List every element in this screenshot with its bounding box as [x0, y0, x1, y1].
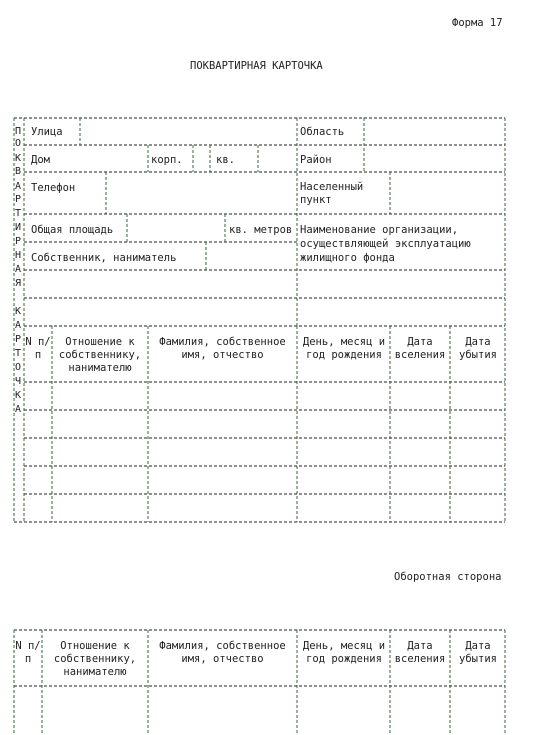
- vertical-letter: Т: [15, 348, 22, 359]
- vertical-letter: О: [15, 138, 22, 149]
- locality-label: Населенный пункт: [300, 181, 364, 206]
- header-fio: Фамилия, собственное имя, отчество: [159, 336, 286, 361]
- street-label: Улица: [31, 126, 63, 138]
- vertical-letter: А: [15, 320, 22, 331]
- owner-label: Собственник, наниматель: [31, 252, 177, 264]
- sq-meters-label: кв. метров: [229, 224, 293, 236]
- header-moved-out: Дата убытия: [459, 336, 497, 361]
- apartment-label: кв.: [216, 154, 235, 166]
- district-label: Район: [300, 154, 332, 166]
- header-relation-2: Отношение к собственнику, нанимателю: [53, 640, 137, 678]
- reverse-side-label: Оборотная сторона: [394, 571, 502, 583]
- page-title: ПОКВАРТИРНАЯ КАРТОЧКА: [190, 60, 323, 72]
- header-birth-2: День, месяц и год рождения: [302, 640, 386, 665]
- vertical-letter: Р: [15, 334, 22, 345]
- vertical-letter: О: [15, 362, 22, 373]
- vertical-letter: Р: [15, 236, 22, 247]
- vertical-letter: Ч: [15, 376, 22, 387]
- org-label: Наименование организации, осуществляющей эксплуатацию жилищного фонда: [300, 224, 471, 264]
- vertical-letter: А: [15, 181, 22, 192]
- vertical-letter: Р: [15, 194, 22, 205]
- header-moved-in-2: Дата вселения: [394, 640, 446, 665]
- header-relation: Отношение к собственнику, нанимателю: [58, 336, 142, 374]
- header-moved-in: Дата вселения: [394, 336, 446, 361]
- header-birth: День, месяц и год рождения: [302, 336, 386, 361]
- region-label: Область: [300, 126, 345, 138]
- header-num: N п/п: [25, 336, 51, 361]
- header-fio-2: Фамилия, собственное имя, отчество: [159, 640, 286, 665]
- vertical-letter: П: [15, 126, 22, 137]
- vertical-letter: А: [15, 264, 22, 275]
- vertical-letter: К: [15, 390, 22, 401]
- vertical-letter: Т: [15, 208, 22, 219]
- phone-label: Телефон: [31, 182, 76, 194]
- total-area-label: Общая площадь: [31, 224, 114, 236]
- vertical-letter: К: [15, 153, 22, 164]
- vertical-letter: И: [15, 222, 22, 233]
- header-num-2: N п/п: [15, 640, 41, 665]
- vertical-letter: В: [15, 166, 22, 177]
- vertical-letter: Н: [15, 250, 22, 261]
- header-moved-out-2: Дата убытия: [459, 640, 497, 665]
- vertical-letter: А: [15, 404, 22, 415]
- vertical-letter: К: [15, 306, 22, 317]
- vertical-letter: Я: [15, 278, 22, 289]
- house-label: Дом: [31, 154, 50, 166]
- building-label: корп.: [151, 154, 183, 166]
- form-number: Форма 17: [452, 17, 503, 29]
